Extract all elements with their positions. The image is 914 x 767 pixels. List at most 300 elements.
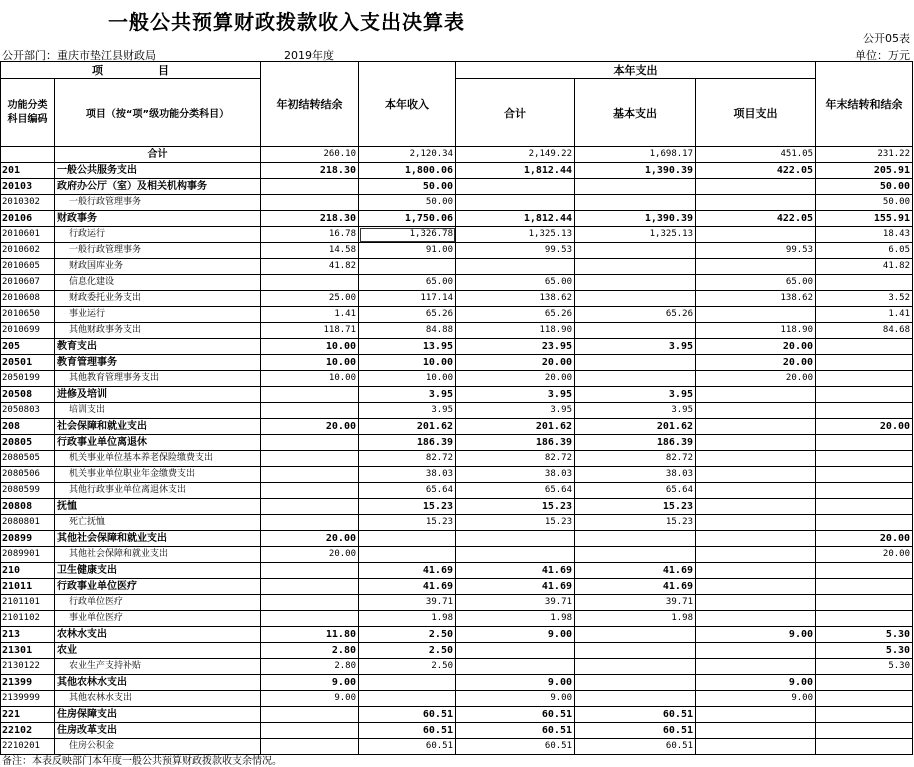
name-cell[interactable]: 合计 <box>55 147 261 163</box>
basic-spend-cell[interactable]: 82.72 <box>575 451 696 467</box>
total-spend-cell[interactable]: 9.00 <box>456 627 575 643</box>
code-cell[interactable]: 2010302 <box>1 195 55 211</box>
begin-balance-cell[interactable] <box>261 707 359 723</box>
end-balance-cell[interactable]: 50.00 <box>816 179 913 195</box>
code-cell[interactable] <box>1 147 55 163</box>
begin-balance-cell[interactable] <box>261 467 359 483</box>
project-spend-cell[interactable] <box>696 531 816 547</box>
begin-balance-cell[interactable] <box>261 483 359 499</box>
begin-balance-cell[interactable]: 10.00 <box>261 371 359 387</box>
end-balance-cell[interactable] <box>816 451 913 467</box>
basic-spend-cell[interactable]: 65.26 <box>575 307 696 323</box>
total-spend-cell[interactable]: 1,812.44 <box>456 163 575 179</box>
total-spend-cell[interactable]: 15.23 <box>456 515 575 531</box>
income-cell[interactable]: 3.95 <box>359 387 456 403</box>
code-cell[interactable]: 2080599 <box>1 483 55 499</box>
total-spend-cell[interactable] <box>456 531 575 547</box>
name-cell[interactable]: 事业运行 <box>55 307 261 323</box>
code-cell[interactable]: 2130122 <box>1 659 55 675</box>
income-cell[interactable]: 41.69 <box>359 563 456 579</box>
project-spend-cell[interactable] <box>696 467 816 483</box>
code-cell[interactable]: 20508 <box>1 387 55 403</box>
project-spend-cell[interactable]: 65.00 <box>696 275 816 291</box>
project-spend-cell[interactable]: 138.62 <box>696 291 816 307</box>
income-cell[interactable]: 2.50 <box>359 627 456 643</box>
code-cell[interactable]: 2080801 <box>1 515 55 531</box>
name-cell[interactable]: 社会保障和就业支出 <box>55 419 261 435</box>
project-spend-cell[interactable] <box>696 387 816 403</box>
name-cell[interactable]: 抚恤 <box>55 499 261 515</box>
income-cell[interactable] <box>359 691 456 707</box>
code-cell[interactable]: 22102 <box>1 723 55 739</box>
total-spend-cell[interactable]: 82.72 <box>456 451 575 467</box>
total-spend-cell[interactable]: 65.00 <box>456 275 575 291</box>
basic-spend-cell[interactable] <box>575 179 696 195</box>
end-balance-cell[interactable] <box>816 483 913 499</box>
begin-balance-cell[interactable] <box>261 403 359 419</box>
basic-spend-cell[interactable]: 186.39 <box>575 435 696 451</box>
code-cell[interactable]: 20103 <box>1 179 55 195</box>
basic-spend-cell[interactable]: 41.69 <box>575 579 696 595</box>
begin-balance-cell[interactable]: 41.82 <box>261 259 359 275</box>
end-balance-cell[interactable]: 5.30 <box>816 627 913 643</box>
income-cell[interactable]: 117.14 <box>359 291 456 307</box>
name-cell[interactable]: 行政运行 <box>55 227 261 243</box>
name-cell[interactable]: 事业单位医疗 <box>55 611 261 627</box>
project-spend-cell[interactable]: 9.00 <box>696 627 816 643</box>
end-balance-cell[interactable] <box>816 707 913 723</box>
end-balance-cell[interactable] <box>816 355 913 371</box>
name-cell[interactable]: 行政单位医疗 <box>55 595 261 611</box>
basic-spend-cell[interactable]: 201.62 <box>575 419 696 435</box>
end-balance-cell[interactable] <box>816 723 913 739</box>
begin-balance-cell[interactable] <box>261 435 359 451</box>
code-cell[interactable]: 2010699 <box>1 323 55 339</box>
end-balance-cell[interactable] <box>816 611 913 627</box>
total-spend-cell[interactable]: 1.98 <box>456 611 575 627</box>
basic-spend-cell[interactable]: 60.51 <box>575 723 696 739</box>
income-cell[interactable]: 60.51 <box>359 723 456 739</box>
project-spend-cell[interactable] <box>696 451 816 467</box>
end-balance-cell[interactable]: 20.00 <box>816 547 913 563</box>
income-cell[interactable]: 1,326.78 <box>359 227 456 243</box>
project-spend-cell[interactable] <box>696 611 816 627</box>
name-cell[interactable]: 机关事业单位基本养老保险缴费支出 <box>55 451 261 467</box>
project-spend-cell[interactable] <box>696 307 816 323</box>
end-balance-cell[interactable] <box>816 595 913 611</box>
basic-spend-cell[interactable] <box>575 243 696 259</box>
code-cell[interactable]: 21011 <box>1 579 55 595</box>
begin-balance-cell[interactable] <box>261 387 359 403</box>
project-spend-cell[interactable] <box>696 499 816 515</box>
end-balance-cell[interactable]: 3.52 <box>816 291 913 307</box>
basic-spend-cell[interactable]: 3.95 <box>575 339 696 355</box>
end-balance-cell[interactable] <box>816 371 913 387</box>
name-cell[interactable]: 卫生健康支出 <box>55 563 261 579</box>
name-cell[interactable]: 农林水支出 <box>55 627 261 643</box>
income-cell[interactable]: 13.95 <box>359 339 456 355</box>
name-cell[interactable]: 财政委托业务支出 <box>55 291 261 307</box>
total-spend-cell[interactable]: 20.00 <box>456 371 575 387</box>
project-spend-cell[interactable]: 99.53 <box>696 243 816 259</box>
project-spend-cell[interactable] <box>696 419 816 435</box>
name-cell[interactable]: 财政国库业务 <box>55 259 261 275</box>
income-cell[interactable]: 41.69 <box>359 579 456 595</box>
basic-spend-cell[interactable] <box>575 547 696 563</box>
name-cell[interactable]: 住房改革支出 <box>55 723 261 739</box>
code-cell[interactable]: 2139999 <box>1 691 55 707</box>
code-cell[interactable]: 2101101 <box>1 595 55 611</box>
basic-spend-cell[interactable] <box>575 691 696 707</box>
code-cell[interactable]: 2089901 <box>1 547 55 563</box>
total-spend-cell[interactable]: 138.62 <box>456 291 575 307</box>
begin-balance-cell[interactable] <box>261 499 359 515</box>
begin-balance-cell[interactable]: 1.41 <box>261 307 359 323</box>
name-cell[interactable]: 进修及培训 <box>55 387 261 403</box>
income-cell[interactable] <box>359 531 456 547</box>
name-cell[interactable]: 财政事务 <box>55 211 261 227</box>
name-cell[interactable]: 一般行政管理事务 <box>55 195 261 211</box>
begin-balance-cell[interactable]: 20.00 <box>261 531 359 547</box>
name-cell[interactable]: 其他财政事务支出 <box>55 323 261 339</box>
basic-spend-cell[interactable] <box>575 371 696 387</box>
begin-balance-cell[interactable]: 10.00 <box>261 339 359 355</box>
code-cell[interactable]: 2010605 <box>1 259 55 275</box>
end-balance-cell[interactable]: 1.41 <box>816 307 913 323</box>
total-spend-cell[interactable] <box>456 547 575 563</box>
income-cell[interactable]: 60.51 <box>359 707 456 723</box>
begin-balance-cell[interactable] <box>261 179 359 195</box>
income-cell[interactable]: 91.00 <box>359 243 456 259</box>
total-spend-cell[interactable]: 15.23 <box>456 499 575 515</box>
project-spend-cell[interactable]: 20.00 <box>696 339 816 355</box>
project-spend-cell[interactable]: 20.00 <box>696 371 816 387</box>
project-spend-cell[interactable]: 20.00 <box>696 355 816 371</box>
name-cell[interactable]: 一般公共服务支出 <box>55 163 261 179</box>
code-cell[interactable]: 2010608 <box>1 291 55 307</box>
begin-balance-cell[interactable]: 9.00 <box>261 691 359 707</box>
income-cell[interactable]: 65.26 <box>359 307 456 323</box>
total-spend-cell[interactable]: 9.00 <box>456 691 575 707</box>
name-cell[interactable]: 培训支出 <box>55 403 261 419</box>
basic-spend-cell[interactable]: 65.64 <box>575 483 696 499</box>
project-spend-cell[interactable] <box>696 483 816 499</box>
end-balance-cell[interactable]: 41.82 <box>816 259 913 275</box>
basic-spend-cell[interactable] <box>575 195 696 211</box>
total-spend-cell[interactable]: 39.71 <box>456 595 575 611</box>
code-cell[interactable]: 20106 <box>1 211 55 227</box>
total-spend-cell[interactable]: 41.69 <box>456 579 575 595</box>
begin-balance-cell[interactable] <box>261 275 359 291</box>
income-cell[interactable]: 15.23 <box>359 515 456 531</box>
begin-balance-cell[interactable] <box>261 611 359 627</box>
project-spend-cell[interactable]: 9.00 <box>696 675 816 691</box>
code-cell[interactable]: 2010601 <box>1 227 55 243</box>
end-balance-cell[interactable] <box>816 691 913 707</box>
end-balance-cell[interactable]: 6.05 <box>816 243 913 259</box>
project-spend-cell[interactable] <box>696 595 816 611</box>
name-cell[interactable]: 教育支出 <box>55 339 261 355</box>
begin-balance-cell[interactable] <box>261 515 359 531</box>
code-cell[interactable]: 20899 <box>1 531 55 547</box>
begin-balance-cell[interactable]: 218.30 <box>261 211 359 227</box>
project-spend-cell[interactable] <box>696 563 816 579</box>
end-balance-cell[interactable]: 20.00 <box>816 419 913 435</box>
name-cell[interactable]: 住房保障支出 <box>55 707 261 723</box>
basic-spend-cell[interactable] <box>575 259 696 275</box>
project-spend-cell[interactable] <box>696 227 816 243</box>
income-cell[interactable]: 2.50 <box>359 643 456 659</box>
begin-balance-cell[interactable]: 14.58 <box>261 243 359 259</box>
end-balance-cell[interactable] <box>816 339 913 355</box>
total-spend-cell[interactable]: 65.64 <box>456 483 575 499</box>
name-cell[interactable]: 农业 <box>55 643 261 659</box>
project-spend-cell[interactable] <box>696 259 816 275</box>
total-spend-cell[interactable]: 60.51 <box>456 707 575 723</box>
end-balance-cell[interactable] <box>816 467 913 483</box>
total-spend-cell[interactable]: 201.62 <box>456 419 575 435</box>
name-cell[interactable]: 其他农林水支出 <box>55 675 261 691</box>
project-spend-cell[interactable] <box>696 643 816 659</box>
end-balance-cell[interactable]: 50.00 <box>816 195 913 211</box>
name-cell[interactable]: 死亡抚恤 <box>55 515 261 531</box>
income-cell[interactable] <box>359 259 456 275</box>
end-balance-cell[interactable] <box>816 739 913 755</box>
name-cell[interactable]: 其他社会保障和就业支出 <box>55 547 261 563</box>
basic-spend-cell[interactable] <box>575 643 696 659</box>
begin-balance-cell[interactable]: 218.30 <box>261 163 359 179</box>
end-balance-cell[interactable] <box>816 403 913 419</box>
income-cell[interactable]: 38.03 <box>359 467 456 483</box>
name-cell[interactable]: 机关事业单位职业年金缴费支出 <box>55 467 261 483</box>
code-cell[interactable]: 205 <box>1 339 55 355</box>
code-cell[interactable]: 2010602 <box>1 243 55 259</box>
total-spend-cell[interactable] <box>456 195 575 211</box>
basic-spend-cell[interactable] <box>575 659 696 675</box>
end-balance-cell[interactable]: 5.30 <box>816 643 913 659</box>
income-cell[interactable]: 2,120.34 <box>359 147 456 163</box>
begin-balance-cell[interactable]: 118.71 <box>261 323 359 339</box>
begin-balance-cell[interactable]: 20.00 <box>261 419 359 435</box>
project-spend-cell[interactable] <box>696 195 816 211</box>
name-cell[interactable]: 其他社会保障和就业支出 <box>55 531 261 547</box>
basic-spend-cell[interactable] <box>575 355 696 371</box>
total-spend-cell[interactable] <box>456 259 575 275</box>
basic-spend-cell[interactable] <box>575 531 696 547</box>
code-cell[interactable]: 201 <box>1 163 55 179</box>
income-cell[interactable]: 82.72 <box>359 451 456 467</box>
code-cell[interactable]: 2010650 <box>1 307 55 323</box>
end-balance-cell[interactable] <box>816 275 913 291</box>
total-spend-cell[interactable]: 3.95 <box>456 387 575 403</box>
begin-balance-cell[interactable] <box>261 195 359 211</box>
project-spend-cell[interactable] <box>696 403 816 419</box>
end-balance-cell[interactable]: 231.22 <box>816 147 913 163</box>
code-cell[interactable]: 208 <box>1 419 55 435</box>
code-cell[interactable]: 213 <box>1 627 55 643</box>
project-spend-cell[interactable] <box>696 515 816 531</box>
code-cell[interactable]: 2050803 <box>1 403 55 419</box>
project-spend-cell[interactable] <box>696 579 816 595</box>
total-spend-cell[interactable]: 3.95 <box>456 403 575 419</box>
basic-spend-cell[interactable]: 15.23 <box>575 515 696 531</box>
project-spend-cell[interactable]: 9.00 <box>696 691 816 707</box>
project-spend-cell[interactable] <box>696 179 816 195</box>
total-spend-cell[interactable]: 60.51 <box>456 739 575 755</box>
end-balance-cell[interactable]: 5.30 <box>816 659 913 675</box>
end-balance-cell[interactable] <box>816 435 913 451</box>
name-cell[interactable]: 行政事业单位医疗 <box>55 579 261 595</box>
total-spend-cell[interactable] <box>456 659 575 675</box>
begin-balance-cell[interactable] <box>261 451 359 467</box>
basic-spend-cell[interactable]: 60.51 <box>575 707 696 723</box>
begin-balance-cell[interactable]: 25.00 <box>261 291 359 307</box>
code-cell[interactable]: 2101102 <box>1 611 55 627</box>
begin-balance-cell[interactable]: 11.80 <box>261 627 359 643</box>
income-cell[interactable]: 65.00 <box>359 275 456 291</box>
begin-balance-cell[interactable] <box>261 579 359 595</box>
end-balance-cell[interactable]: 20.00 <box>816 531 913 547</box>
begin-balance-cell[interactable]: 9.00 <box>261 675 359 691</box>
basic-spend-cell[interactable]: 1,325.13 <box>575 227 696 243</box>
income-cell[interactable]: 1,750.06 <box>359 211 456 227</box>
project-spend-cell[interactable]: 451.05 <box>696 147 816 163</box>
begin-balance-cell[interactable]: 20.00 <box>261 547 359 563</box>
name-cell[interactable]: 信息化建设 <box>55 275 261 291</box>
name-cell[interactable]: 教育管理事务 <box>55 355 261 371</box>
name-cell[interactable]: 其他行政事业单位离退休支出 <box>55 483 261 499</box>
end-balance-cell[interactable]: 205.91 <box>816 163 913 179</box>
project-spend-cell[interactable]: 118.90 <box>696 323 816 339</box>
basic-spend-cell[interactable] <box>575 627 696 643</box>
code-cell[interactable]: 210 <box>1 563 55 579</box>
total-spend-cell[interactable]: 1,812.44 <box>456 211 575 227</box>
name-cell[interactable]: 住房公积金 <box>55 739 261 755</box>
code-cell[interactable]: 20808 <box>1 499 55 515</box>
project-spend-cell[interactable] <box>696 435 816 451</box>
name-cell[interactable]: 其他教育管理事务支出 <box>55 371 261 387</box>
income-cell[interactable]: 3.95 <box>359 403 456 419</box>
basic-spend-cell[interactable]: 1,698.17 <box>575 147 696 163</box>
code-cell[interactable]: 2210201 <box>1 739 55 755</box>
end-balance-cell[interactable] <box>816 499 913 515</box>
code-cell[interactable]: 20805 <box>1 435 55 451</box>
code-cell[interactable]: 21399 <box>1 675 55 691</box>
total-spend-cell[interactable]: 186.39 <box>456 435 575 451</box>
income-cell[interactable]: 65.64 <box>359 483 456 499</box>
project-spend-cell[interactable] <box>696 723 816 739</box>
end-balance-cell[interactable] <box>816 563 913 579</box>
total-spend-cell[interactable]: 41.69 <box>456 563 575 579</box>
name-cell[interactable]: 其他农林水支出 <box>55 691 261 707</box>
project-spend-cell[interactable] <box>696 739 816 755</box>
end-balance-cell[interactable] <box>816 387 913 403</box>
total-spend-cell[interactable]: 65.26 <box>456 307 575 323</box>
income-cell[interactable]: 39.71 <box>359 595 456 611</box>
name-cell[interactable]: 政府办公厅（室）及相关机构事务 <box>55 179 261 195</box>
begin-balance-cell[interactable]: 2.80 <box>261 643 359 659</box>
end-balance-cell[interactable]: 18.43 <box>816 227 913 243</box>
end-balance-cell[interactable]: 155.91 <box>816 211 913 227</box>
basic-spend-cell[interactable]: 15.23 <box>575 499 696 515</box>
name-cell[interactable]: 农业生产支持补贴 <box>55 659 261 675</box>
name-cell[interactable]: 行政事业单位离退休 <box>55 435 261 451</box>
basic-spend-cell[interactable] <box>575 275 696 291</box>
end-balance-cell[interactable]: 84.68 <box>816 323 913 339</box>
basic-spend-cell[interactable]: 1.98 <box>575 611 696 627</box>
end-balance-cell[interactable] <box>816 675 913 691</box>
income-cell[interactable]: 1,800.06 <box>359 163 456 179</box>
income-cell[interactable] <box>359 547 456 563</box>
total-spend-cell[interactable]: 60.51 <box>456 723 575 739</box>
total-spend-cell[interactable] <box>456 643 575 659</box>
basic-spend-cell[interactable]: 3.95 <box>575 403 696 419</box>
basic-spend-cell[interactable]: 41.69 <box>575 563 696 579</box>
income-cell[interactable]: 50.00 <box>359 179 456 195</box>
project-spend-cell[interactable]: 422.05 <box>696 211 816 227</box>
project-spend-cell[interactable] <box>696 547 816 563</box>
basic-spend-cell[interactable] <box>575 291 696 307</box>
code-cell[interactable]: 2010607 <box>1 275 55 291</box>
basic-spend-cell[interactable]: 1,390.39 <box>575 163 696 179</box>
basic-spend-cell[interactable]: 3.95 <box>575 387 696 403</box>
total-spend-cell[interactable]: 20.00 <box>456 355 575 371</box>
total-spend-cell[interactable]: 23.95 <box>456 339 575 355</box>
code-cell[interactable]: 21301 <box>1 643 55 659</box>
income-cell[interactable]: 15.23 <box>359 499 456 515</box>
basic-spend-cell[interactable]: 1,390.39 <box>575 211 696 227</box>
income-cell[interactable]: 186.39 <box>359 435 456 451</box>
project-spend-cell[interactable]: 422.05 <box>696 163 816 179</box>
basic-spend-cell[interactable]: 60.51 <box>575 739 696 755</box>
begin-balance-cell[interactable]: 16.78 <box>261 227 359 243</box>
income-cell[interactable]: 60.51 <box>359 739 456 755</box>
name-cell[interactable]: 一般行政管理事务 <box>55 243 261 259</box>
begin-balance-cell[interactable]: 2.80 <box>261 659 359 675</box>
income-cell[interactable]: 50.00 <box>359 195 456 211</box>
basic-spend-cell[interactable] <box>575 323 696 339</box>
code-cell[interactable]: 2080506 <box>1 467 55 483</box>
total-spend-cell[interactable]: 99.53 <box>456 243 575 259</box>
income-cell[interactable]: 201.62 <box>359 419 456 435</box>
basic-spend-cell[interactable]: 39.71 <box>575 595 696 611</box>
begin-balance-cell[interactable] <box>261 723 359 739</box>
code-cell[interactable]: 20501 <box>1 355 55 371</box>
income-cell[interactable]: 10.00 <box>359 371 456 387</box>
basic-spend-cell[interactable] <box>575 675 696 691</box>
code-cell[interactable]: 221 <box>1 707 55 723</box>
total-spend-cell[interactable] <box>456 179 575 195</box>
income-cell[interactable] <box>359 675 456 691</box>
code-cell[interactable]: 2080505 <box>1 451 55 467</box>
income-cell[interactable]: 2.50 <box>359 659 456 675</box>
begin-balance-cell[interactable] <box>261 595 359 611</box>
income-cell[interactable]: 1.98 <box>359 611 456 627</box>
basic-spend-cell[interactable]: 38.03 <box>575 467 696 483</box>
total-spend-cell[interactable]: 2,149.22 <box>456 147 575 163</box>
begin-balance-cell[interactable]: 10.00 <box>261 355 359 371</box>
code-cell[interactable]: 2050199 <box>1 371 55 387</box>
begin-balance-cell[interactable]: 260.10 <box>261 147 359 163</box>
income-cell[interactable]: 84.88 <box>359 323 456 339</box>
total-spend-cell[interactable]: 118.90 <box>456 323 575 339</box>
total-spend-cell[interactable]: 9.00 <box>456 675 575 691</box>
begin-balance-cell[interactable] <box>261 563 359 579</box>
project-spend-cell[interactable] <box>696 659 816 675</box>
total-spend-cell[interactable]: 38.03 <box>456 467 575 483</box>
end-balance-cell[interactable] <box>816 579 913 595</box>
income-cell[interactable]: 10.00 <box>359 355 456 371</box>
